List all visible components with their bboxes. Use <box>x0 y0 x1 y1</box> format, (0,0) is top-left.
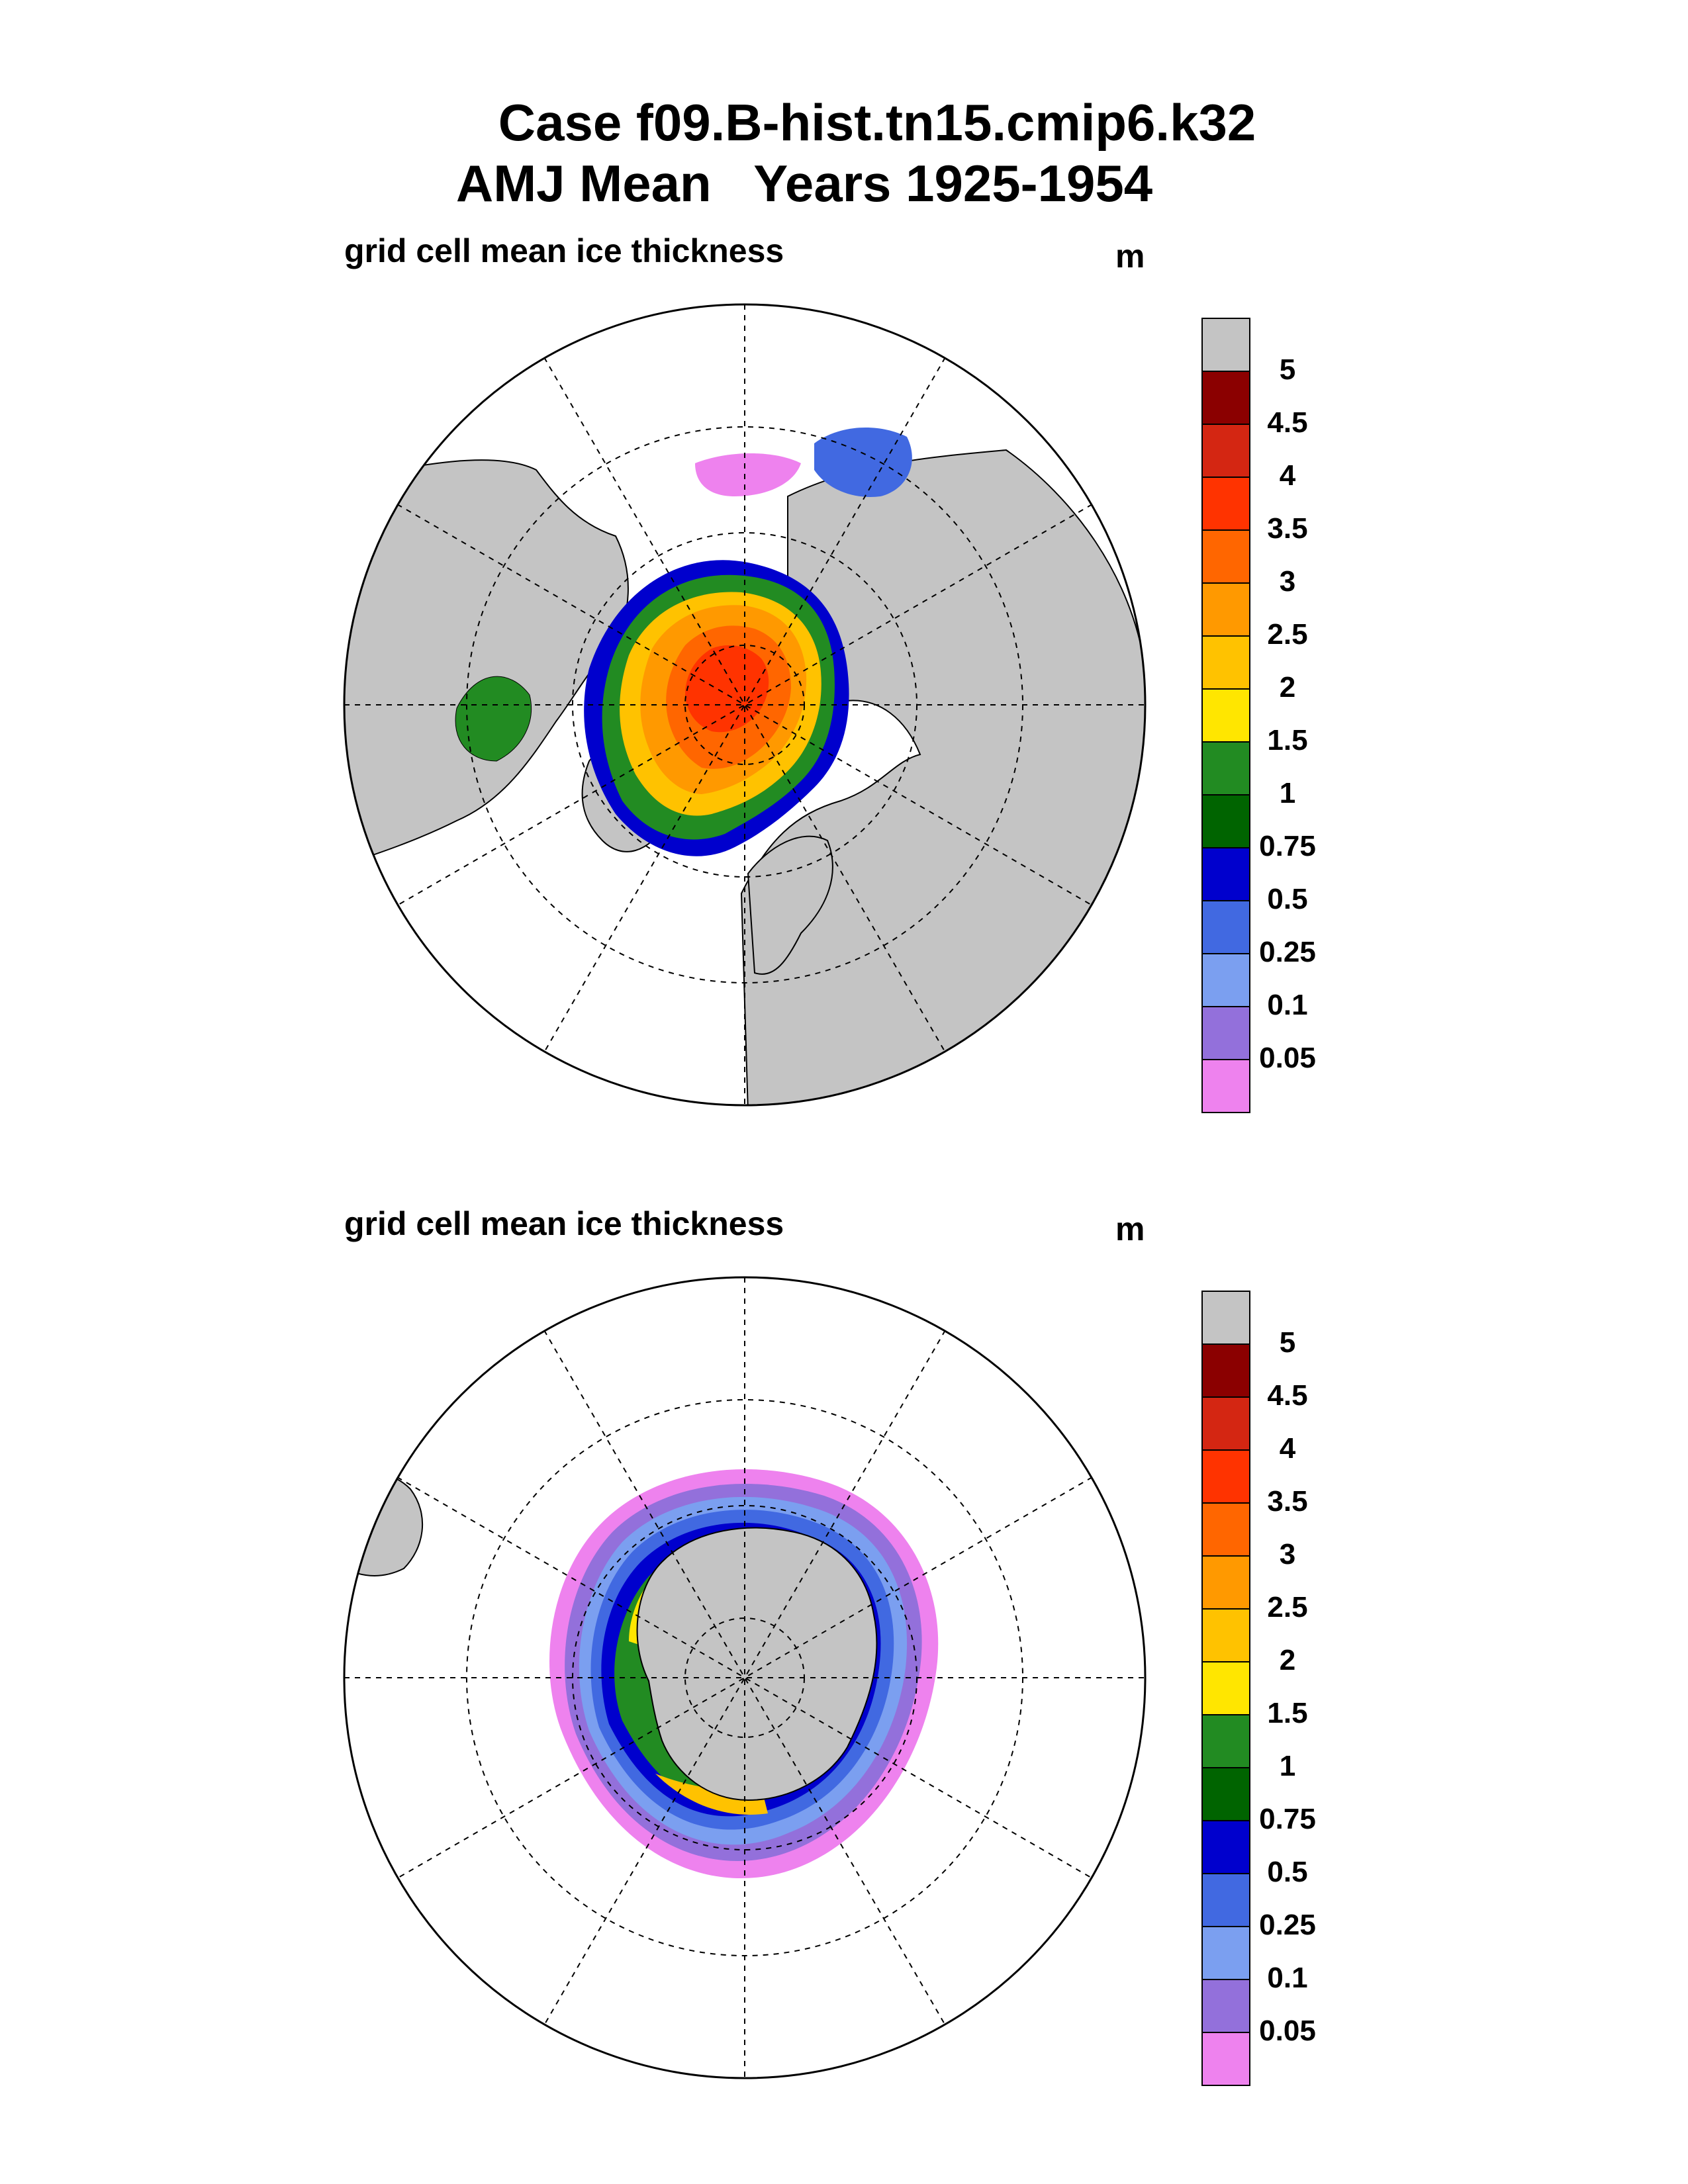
arctic-polar-map <box>338 298 1152 1112</box>
colorbar-swatch <box>1201 741 1250 794</box>
south-america-landmass <box>338 1473 422 1576</box>
colorbar-swatch <box>1201 1502 1250 1555</box>
colorbar-swatch <box>1201 477 1250 529</box>
figure-title-line1: Case f09.B-hist.tn15.cmip6.k32 <box>498 93 1256 152</box>
colorbar-swatch <box>1201 1343 1250 1396</box>
panel-title: grid cell mean ice thickness <box>344 1205 784 1242</box>
colorbar-tick-label: 4.5 <box>1267 406 1308 439</box>
colorbar-swatch <box>1201 1820 1250 1873</box>
colorbar-tick-label: 5 <box>1279 1326 1296 1359</box>
arctic-panel <box>0 232 1688 1191</box>
colorbar-swatch <box>1201 900 1250 953</box>
colorbar-swatch <box>1201 318 1250 371</box>
colorbar-tick-label: 0.75 <box>1259 830 1316 862</box>
colorbar-tick-label: 0.5 <box>1267 1856 1308 1888</box>
colorbar-tick-label: 2.5 <box>1267 618 1308 651</box>
colorbar-swatch <box>1201 1767 1250 1820</box>
colorbar-tick-label: 2 <box>1279 1644 1296 1676</box>
colorbar-tick-label: 2 <box>1279 671 1296 704</box>
colorbar-tick-label: 0.05 <box>1259 1042 1316 1074</box>
colorbar-swatch <box>1201 688 1250 741</box>
panel-title: grid cell mean ice thickness <box>344 232 784 269</box>
figure-title-line2: AMJ Mean Years 1925-1954 <box>455 154 1153 212</box>
colorbar-tick-label: 3.5 <box>1267 1485 1308 1518</box>
colorbar-tick-label: 0.25 <box>1259 936 1316 968</box>
colorbar-tick-label: 1.5 <box>1267 724 1308 756</box>
colorbar-swatch <box>1201 1396 1250 1449</box>
colorbar-swatch <box>1201 2032 1250 2086</box>
colorbar-tick-label: 1.5 <box>1267 1697 1308 1729</box>
antarctic-polar-map <box>338 1271 1152 2085</box>
colorbar <box>1201 318 1249 1113</box>
colorbar-swatch <box>1201 424 1250 477</box>
colorbar-tick-label: 0.1 <box>1267 1962 1308 1994</box>
colorbar-tick-label: 0.75 <box>1259 1803 1316 1835</box>
colorbar-swatch <box>1201 847 1250 900</box>
colorbar-swatch <box>1201 953 1250 1006</box>
colorbar-tick-label: 1 <box>1279 777 1296 809</box>
colorbar-tick-label: 3.5 <box>1267 512 1308 545</box>
colorbar-swatch <box>1201 1926 1250 1979</box>
colorbar-tick-label: 3 <box>1279 1538 1296 1570</box>
units-label: m <box>1115 1210 1145 1248</box>
colorbar-swatch <box>1201 1555 1250 1608</box>
colorbar-swatch <box>1201 1873 1250 1926</box>
colorbar-swatch <box>1201 1661 1250 1714</box>
units-label: m <box>1115 238 1145 275</box>
colorbar-swatch <box>1201 1449 1250 1502</box>
colorbar-tick-label: 0.05 <box>1259 2015 1316 2047</box>
colorbar-swatch <box>1201 1006 1250 1059</box>
colorbar-tick-label: 4.5 <box>1267 1379 1308 1412</box>
colorbar-swatch <box>1201 1059 1250 1113</box>
colorbar-swatch <box>1201 529 1250 582</box>
colorbar-swatch <box>1201 1979 1250 2032</box>
colorbar-swatch <box>1201 371 1250 424</box>
antarctic-panel <box>0 1205 1688 2164</box>
colorbar-swatch <box>1201 582 1250 635</box>
colorbar-swatch <box>1201 794 1250 847</box>
colorbar-tick-label: 0.5 <box>1267 883 1308 915</box>
colorbar-tick-label: 2.5 <box>1267 1591 1308 1623</box>
colorbar <box>1201 1291 1249 2086</box>
colorbar-swatch <box>1201 1608 1250 1661</box>
colorbar-swatch <box>1201 1714 1250 1767</box>
colorbar-tick-label: 0.1 <box>1267 989 1308 1021</box>
colorbar-tick-label: 3 <box>1279 565 1296 598</box>
colorbar-tick-label: 1 <box>1279 1750 1296 1782</box>
colorbar-tick-label: 4 <box>1279 459 1296 492</box>
colorbar-swatch <box>1201 635 1250 688</box>
colorbar-swatch <box>1201 1291 1250 1343</box>
colorbar-tick-label: 4 <box>1279 1432 1296 1465</box>
colorbar-tick-label: 0.25 <box>1259 1909 1316 1941</box>
colorbar-tick-label: 5 <box>1279 353 1296 386</box>
